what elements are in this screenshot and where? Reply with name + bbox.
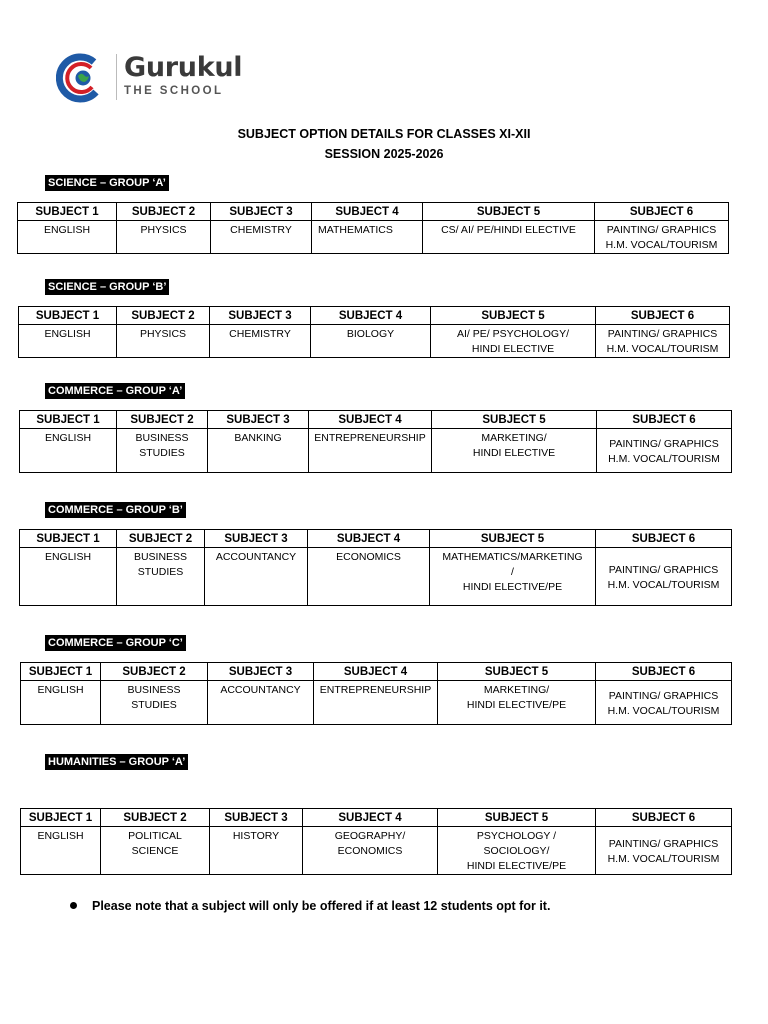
column-header: SUBJECT 6 [597, 411, 732, 429]
column-header: SUBJECT 3 [208, 411, 309, 429]
subject-table-commerce-b [19, 529, 732, 606]
column-header: SUBJECT 4 [312, 203, 423, 221]
note-text: Please note that a subject will only be offered if at least 12 students opt for it. [92, 899, 551, 913]
column-header: SUBJECT 4 [303, 809, 438, 827]
enrollment-note [70, 899, 550, 913]
table-cell: POLITICAL SCIENCE [101, 827, 210, 875]
column-header: SUBJECT 1 [21, 809, 101, 827]
table-cell: GEOGRAPHY/ ECONOMICS [303, 827, 438, 875]
column-header: SUBJECT 5 [438, 809, 596, 827]
table-cell: PAINTING/ GRAPHICS H.M. VOCAL/TOURISM [595, 221, 729, 254]
column-header: SUBJECT 3 [211, 203, 312, 221]
column-header: SUBJECT 2 [117, 203, 211, 221]
column-header: SUBJECT 3 [208, 663, 314, 681]
column-header: SUBJECT 4 [309, 411, 432, 429]
table-row [20, 548, 732, 606]
column-header: SUBJECT 5 [431, 307, 596, 325]
column-header: SUBJECT 5 [430, 530, 596, 548]
page-title: SUBJECT OPTION DETAILS FOR CLASSES XI-XII [237, 127, 531, 141]
school-logo [56, 52, 243, 104]
subject-table-commerce-a [19, 410, 732, 473]
column-header: SUBJECT 4 [308, 530, 430, 548]
column-header: SUBJECT 2 [117, 307, 210, 325]
column-header: SUBJECT 1 [20, 530, 117, 548]
table-cell: ENGLISH [20, 429, 117, 473]
group-label-science-b: SCIENCE – GROUP ‘B’ [45, 279, 169, 295]
column-header: SUBJECT 6 [596, 809, 732, 827]
column-header: SUBJECT 1 [21, 663, 101, 681]
column-header: SUBJECT 5 [432, 411, 597, 429]
table-cell: ECONOMICS [308, 548, 430, 606]
table-cell: CS/ AI/ PE/HINDI ELECTIVE [423, 221, 595, 254]
table-row [19, 325, 730, 358]
table-cell: MATHEMATICS/MARKETING / HINDI ELECTIVE/PE [430, 548, 596, 606]
table-cell: PAINTING/ GRAPHICS H.M. VOCAL/TOURISM [596, 827, 732, 875]
table-cell: ENTREPRENEURSHIP [314, 681, 438, 725]
table-cell: MARKETING/ HINDI ELECTIVE/PE [438, 681, 596, 725]
session-title: SESSION 2025-2026 [324, 147, 444, 161]
table-header-row [21, 663, 732, 681]
group-label-commerce-a: COMMERCE – GROUP ‘A’ [45, 383, 185, 399]
column-header: SUBJECT 5 [423, 203, 595, 221]
column-header: SUBJECT 4 [311, 307, 431, 325]
column-header: SUBJECT 1 [19, 307, 117, 325]
group-label-humanities-a: HUMANITIES – GROUP ‘A’ [45, 754, 188, 770]
group-label-commerce-c: COMMERCE – GROUP ‘C’ [45, 635, 186, 651]
column-header: SUBJECT 1 [18, 203, 117, 221]
table-cell: BUSINESS STUDIES [117, 548, 205, 606]
table-row [20, 429, 732, 473]
bullet-icon [70, 902, 77, 909]
table-cell: CHEMISTRY [211, 221, 312, 254]
table-cell: BANKING [208, 429, 309, 473]
subject-table-commerce-c [20, 662, 732, 725]
column-header: SUBJECT 3 [210, 809, 303, 827]
table-cell: PAINTING/ GRAPHICS H.M. VOCAL/TOURISM [596, 681, 732, 725]
table-cell: ENTREPRENEURSHIP [309, 429, 432, 473]
table-cell: MARKETING/ HINDI ELECTIVE [432, 429, 597, 473]
subject-table-science-b [18, 306, 730, 358]
table-header-row [21, 809, 732, 827]
table-cell: ACCOUNTANCY [205, 548, 308, 606]
table-cell: ENGLISH [21, 827, 101, 875]
table-cell: BIOLOGY [311, 325, 431, 358]
table-header-row [19, 307, 730, 325]
table-cell: PSYCHOLOGY / SOCIOLOGY/ HINDI ELECTIVE/PE [438, 827, 596, 875]
table-row [18, 221, 729, 254]
column-header: SUBJECT 2 [117, 411, 208, 429]
column-header: SUBJECT 6 [595, 203, 729, 221]
gurukul-emblem-icon [56, 52, 110, 104]
group-label-science-a: SCIENCE – GROUP ‘A’ [45, 175, 169, 191]
column-header: SUBJECT 5 [438, 663, 596, 681]
column-header: SUBJECT 3 [210, 307, 311, 325]
logo-name: Gurukul [124, 52, 243, 83]
column-header: SUBJECT 1 [20, 411, 117, 429]
table-row [21, 681, 732, 725]
table-cell: PAINTING/ GRAPHICS H.M. VOCAL/TOURISM [596, 548, 732, 606]
table-header-row [20, 411, 732, 429]
table-cell: ENGLISH [20, 548, 117, 606]
table-cell: ENGLISH [18, 221, 117, 254]
column-header: SUBJECT 2 [117, 530, 205, 548]
table-cell: PAINTING/ GRAPHICS H.M. VOCAL/TOURISM [597, 429, 732, 473]
table-header-row [18, 203, 729, 221]
subject-table-science-a [17, 202, 729, 254]
column-header: SUBJECT 4 [314, 663, 438, 681]
table-cell: ENGLISH [21, 681, 101, 725]
table-cell: ACCOUNTANCY [208, 681, 314, 725]
table-cell: PHYSICS [117, 325, 210, 358]
column-header: SUBJECT 6 [596, 307, 730, 325]
table-cell: BUSINESS STUDIES [101, 681, 208, 725]
column-header: SUBJECT 2 [101, 663, 208, 681]
table-header-row [20, 530, 732, 548]
table-cell: PAINTING/ GRAPHICS H.M. VOCAL/TOURISM [596, 325, 730, 358]
table-cell: PHYSICS [117, 221, 211, 254]
table-cell: ENGLISH [19, 325, 117, 358]
group-label-commerce-b: COMMERCE – GROUP ‘B’ [45, 502, 186, 518]
column-header: SUBJECT 6 [596, 530, 732, 548]
table-cell: HISTORY [210, 827, 303, 875]
subject-table-humanities-a [20, 808, 732, 875]
table-cell: BUSINESS STUDIES [117, 429, 208, 473]
column-header: SUBJECT 6 [596, 663, 732, 681]
table-cell: CHEMISTRY [210, 325, 311, 358]
table-row [21, 827, 732, 875]
logo-divider [116, 54, 117, 100]
table-cell: AI/ PE/ PSYCHOLOGY/ HINDI ELECTIVE [431, 325, 596, 358]
column-header: SUBJECT 3 [205, 530, 308, 548]
logo-subtitle: THE SCHOOL [124, 85, 224, 97]
table-cell: MATHEMATICS [312, 221, 423, 254]
column-header: SUBJECT 2 [101, 809, 210, 827]
